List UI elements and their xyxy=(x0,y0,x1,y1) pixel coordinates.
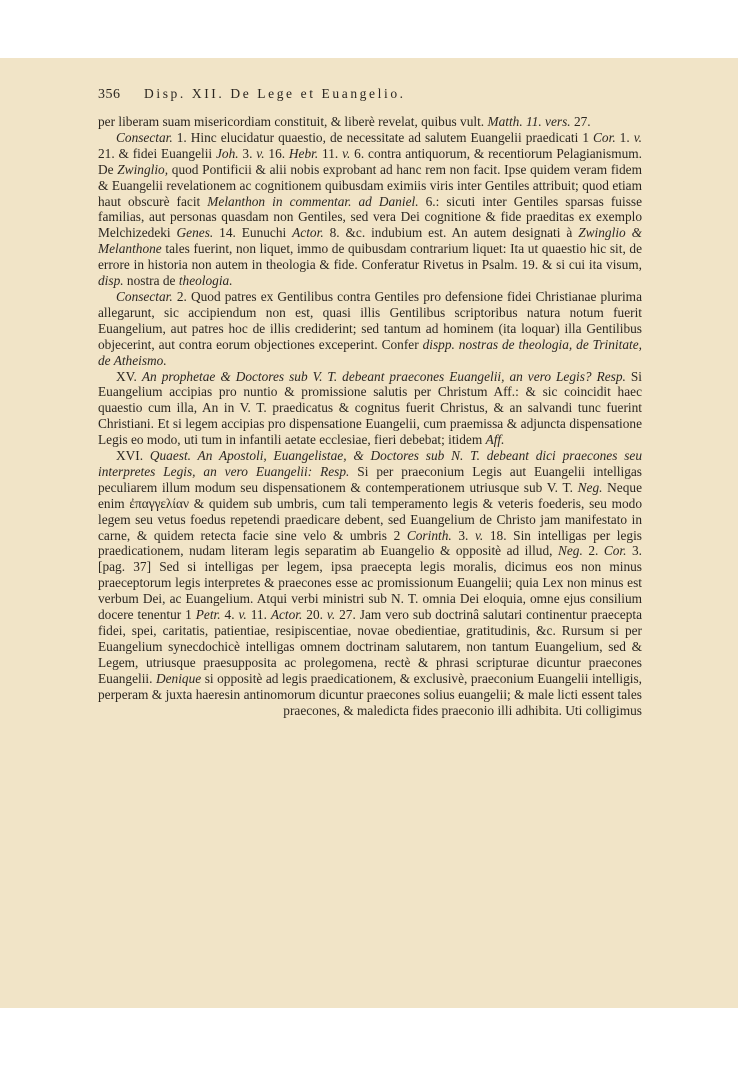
italic-text: v. xyxy=(238,607,247,623)
paragraph xyxy=(98,448,642,718)
text-run: 2. Quod patres ex Gentilibus contra Gentiles pro defensione fidei Christianae plurima allegarunt, sic accipiendum non est, quasi illis Gentilibus scriptoribus natura notum fuerit Euangelium, aut patres hoc de illis crediderint; sed tantum ad hominem (ita loquar) illa Gentilibus objecerint, aut contra eorum objectiones exceperint. Confer xyxy=(98,288,642,352)
text-run: 11. xyxy=(246,607,271,623)
italic-text: v. xyxy=(633,129,642,145)
text-run: 3. xyxy=(451,527,475,543)
text-run: 20. xyxy=(302,607,327,623)
italic-text: Neg. xyxy=(557,543,583,559)
text-run: 11. xyxy=(318,145,343,161)
text-run: XV. xyxy=(116,368,142,384)
italic-text: Consectar. xyxy=(116,129,173,145)
text-run: nostra de xyxy=(123,273,179,289)
text-run: 18. Sin intelligas per legis praedicationem, nudam literam legis separatim ab Euangelio & oppositè ad illud, xyxy=(98,527,642,559)
italic-text: Genes. xyxy=(176,225,214,241)
text-run: quod Pontificii & alii nobis exprobant ad hanc rem non facit. Ipse quidem veram fidem & Euangelii revelationem ac cognitionem quibusdam eximiis viris inter Gentiles attribuit; quod etiam haut obscurè facit xyxy=(98,161,642,209)
text-run: 16. xyxy=(264,145,289,161)
italic-text: Cor. xyxy=(593,129,616,145)
text-run: 3. [pag. 37] Sed si intelligas per legem, ipsa praecepta legis moralis, dicimus eos non minus praeceptorum legis interpretes & praecones esse ac promissionum Euangelii; quia Lex non minus est verbum Dei, ac Euangelium. Atqui verbi ministri sub N. T. omnia Dei eloquia, omne ejus consilium docere tenentur 1 xyxy=(98,543,642,623)
italic-text: Aff. xyxy=(485,432,505,448)
paragraph xyxy=(98,369,642,449)
text-run: 21. & fidei Euangelii xyxy=(98,145,216,161)
paragraph xyxy=(98,289,642,369)
italic-text: Actor. xyxy=(292,225,324,241)
text-run: 14. Eunuchi xyxy=(213,225,293,241)
italic-text: Zwinglio, xyxy=(117,161,169,177)
italic-text: Melanthon in commentar. ad Daniel. xyxy=(207,193,419,209)
italic-text: Matth. 11. vers. xyxy=(487,114,571,129)
italic-text: Neg. xyxy=(577,479,603,495)
italic-text: Quaest. An Apostoli, Euangelistae, & Doctores sub N. T. debeant dici praecones seu interpretes Legis, an vero Euangelii: Resp. xyxy=(98,448,642,479)
text-run: XVI. xyxy=(116,448,150,464)
italic-text: Petr. xyxy=(195,607,221,623)
italic-text: v. xyxy=(256,145,265,161)
text-run: 3. xyxy=(238,145,257,161)
italic-text: v. xyxy=(474,527,484,543)
italic-text: An prophetae & Doctores sub V. T. debeant praecones Euangelii, an vero Legis? Resp. xyxy=(141,368,626,384)
italic-text: dispp. nostras de theologia, de Trinitate, de Atheismo. xyxy=(98,336,642,368)
text-run: si oppositè ad legis praedicationem, & exclusivè, praeconium Euangelii intelligis, perperam & juxta haeresin antinomorum dicuntur praecones solius euangelii; & male licti essent tales praecones, & maledicta fides praeconio illi adhibita. Uti colligimus xyxy=(98,670,642,718)
italic-text: Corinth. xyxy=(406,527,452,543)
text-run: per liberam suam misericordiam constituit, & liberè revelat, quibus vult. xyxy=(98,114,488,129)
italic-text: Cor. xyxy=(603,543,627,559)
paragraph xyxy=(98,130,642,289)
italic-text: Joh. xyxy=(215,145,239,161)
text-run: 8. &c. indubium est. An autem designati à xyxy=(323,225,579,241)
text-run: 2. xyxy=(582,543,604,559)
text-run: 1. xyxy=(615,129,634,145)
italic-text: Denique xyxy=(155,670,202,686)
italic-text: disp. xyxy=(98,273,124,289)
page-number: 356 xyxy=(98,87,121,102)
text-run: tales fuerint, non liquet, immo de quibusdam contrarium liquet: Ita ut quaestio hic sit, de errore in historia non autem in theologia & fide. Conferatur Rivetus in Psalm. 19. & si cui ita visum, xyxy=(98,241,642,273)
italic-text: Actor. xyxy=(270,607,303,623)
text-run: 6.: sicuti inter Gentiles sparsas fuisse familias, aut personas quasdam non Gentiles, sed vera Dei cognitione & fide praeditas ex exemplo Melchizedeki xyxy=(98,193,642,241)
text-run: 4. xyxy=(220,607,239,623)
text-run: 6. contra antiquorum, & recentiorum Pelagianismum. De xyxy=(98,145,643,177)
italic-text: Consectar. xyxy=(116,288,173,304)
text-run: Si per praeconium Legis aut Euangelii intelligas peculiarem illum modum seu dispensationem & contemperationem utriusque sub V. T. xyxy=(98,463,642,495)
book-page xyxy=(98,86,642,718)
text-run: Neque enim ἐπαγγελίαν & quidem sub umbris, cum tali temperamento legis & veteris foederis, seu modo legem seu vetus foedus repetendi praedicare debent, sed Euangelium de Christo jam manifestato in carne, & quidem retecta facie sine velo & umbris 2 xyxy=(98,479,642,543)
text-run: 27. Jam vero sub doctrinâ salutari continentur praecepta fidei, spei, caritatis, patientiae, resipiscentiae, novae obedientiae, gratitudinis, &c. Rursum si per Euangelium synecdochicè intelligas omnem doctrinam salutarem, non tantum Euangelium, sed & Legem, utriusque praesupposita ac prolegomena, rectè & phrasi scripturae dicuntur praecones Euangelii. xyxy=(98,607,642,686)
italic-text: Zwinglio & Melanthone xyxy=(98,225,642,257)
italic-text: v. xyxy=(326,607,336,623)
paragraph xyxy=(98,114,642,130)
running-title: Disp. XII. De Lege et Euangelio. xyxy=(144,86,406,101)
text-run: Si Euangelium accipias pro nuntio & promissione salutis per Christum Aff.: & sic coincidit haec quaestio cum illa, An in V. T. praedicatus & cognitus fuerit Christus, & an salvandi tunc fuerint Christiani. Et si legem accipias pro dispensatione Euangelii, cum praemissa & adjuncta dispensatione Legis eo modo, uti tum in infantili aetate ecclesiae, fieri debebat; itidem xyxy=(98,368,642,448)
body-text xyxy=(98,114,642,718)
italic-text: theologia. xyxy=(178,273,233,289)
text-run: 27. xyxy=(570,114,591,129)
italic-text: v. xyxy=(342,145,351,161)
italic-text: Hebr. xyxy=(288,145,319,161)
text-run: 1. Hinc elucidatur quaestio, de necessitate ad salutem Euangelii praedicati 1 xyxy=(172,129,594,145)
running-header xyxy=(98,86,642,114)
